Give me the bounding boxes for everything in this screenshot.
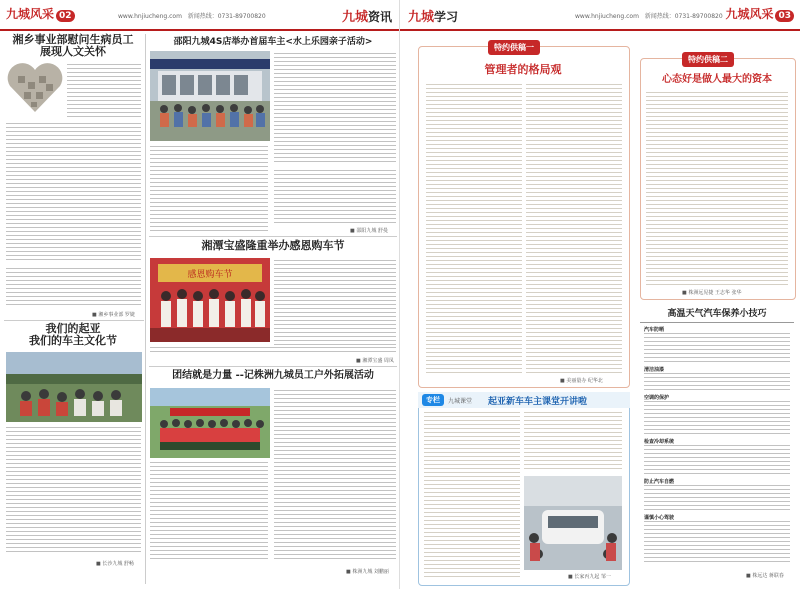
article-4-photo bbox=[6, 352, 142, 422]
article-3-body-text-2 bbox=[150, 347, 396, 353]
right-section-title bbox=[408, 6, 458, 25]
right-url: www.hnjiucheng.com bbox=[575, 13, 639, 20]
article-2-photo bbox=[150, 51, 270, 141]
promo-header bbox=[418, 392, 630, 408]
article-5-credit: ■ 株洲九城 刘鹏丽 bbox=[346, 569, 389, 575]
left-brand-logo bbox=[6, 5, 75, 22]
article-1-headline: 湘乡事业部慰问生病员工 bbox=[12, 33, 134, 46]
promo-text-left bbox=[424, 412, 520, 577]
tips-subhead-cooling: 检查冷却系统 bbox=[644, 439, 675, 445]
column-one-text-right bbox=[526, 84, 622, 374]
article-1-credit: ■ 湘乡事业部 罗婕 bbox=[92, 312, 135, 318]
article-3-credit: ■ 湘潭宝盛 周凤 bbox=[356, 358, 394, 364]
left-page-header bbox=[0, 0, 400, 30]
column-one-badge: 特约供稿一 bbox=[488, 40, 540, 55]
tips-text-3 bbox=[644, 401, 790, 435]
tips-title: 高温天气汽车保养小技巧 bbox=[667, 309, 767, 319]
right-section-brand: 九城 bbox=[408, 10, 435, 25]
tips-text-6 bbox=[644, 521, 790, 565]
article-1-subheadline: 展现人文关怀 bbox=[40, 45, 106, 58]
right-brand-logo bbox=[725, 5, 794, 22]
article-1-title bbox=[4, 34, 142, 58]
right-brand-text: 九城风采 bbox=[725, 7, 774, 21]
column-two-badge: 特约供稿二 bbox=[682, 52, 734, 67]
column-two-text bbox=[646, 92, 788, 288]
left-header-contact bbox=[118, 11, 266, 20]
article-3-photo-banner: 感恩购车节 bbox=[187, 270, 233, 280]
right-page bbox=[400, 0, 800, 589]
article-4-headline: 我们的起亚 bbox=[45, 322, 101, 335]
left-page-number: 02 bbox=[56, 10, 75, 22]
tips-title-rule bbox=[640, 322, 794, 323]
divider bbox=[149, 366, 397, 367]
tips-text-2 bbox=[644, 373, 790, 391]
right-page-number: 03 bbox=[775, 10, 794, 22]
article-3-photo bbox=[150, 258, 270, 342]
article-4-title bbox=[4, 323, 142, 347]
promo-credit: ■ 长家丙九起 邹一 bbox=[568, 574, 611, 580]
left-hotline: 新闻热线：0731-89700820 bbox=[187, 13, 266, 20]
left-brand-text: 九城风采 bbox=[6, 7, 55, 21]
left-section-brand: 九城 bbox=[341, 10, 368, 25]
article-4-credit: ■ 长沙九城 舒畅 bbox=[96, 561, 134, 567]
heart-photo-collage bbox=[6, 62, 64, 114]
article-2-body-text-2 bbox=[150, 146, 268, 232]
column-two-title: 心态好是做人最大的资本 bbox=[662, 74, 772, 85]
right-page-header bbox=[400, 0, 800, 30]
article-3-title: 湘潭宝盛隆重举办感恩购车节 bbox=[201, 239, 345, 252]
tips-subhead-paint: 清洁油漆 bbox=[644, 367, 665, 373]
right-section-name: 学习 bbox=[434, 10, 459, 24]
column-one-title: 管理者的格局观 bbox=[484, 63, 562, 76]
divider bbox=[149, 236, 397, 237]
column-one-text-left bbox=[426, 84, 522, 374]
left-section-name: 资讯 bbox=[367, 10, 392, 24]
article-1-body-text bbox=[6, 123, 141, 263]
right-header-rule bbox=[400, 29, 800, 31]
article-1-intro-text bbox=[67, 64, 141, 120]
article-2-body-text bbox=[274, 53, 396, 165]
promo-tag2: 九城课堂 bbox=[448, 398, 473, 405]
promo-text-right bbox=[524, 412, 622, 472]
article-4-body-text bbox=[6, 427, 141, 555]
article-3-body-text bbox=[274, 260, 396, 345]
tips-text-4 bbox=[644, 445, 790, 475]
tips-subhead-sun: 汽车防晒 bbox=[644, 327, 665, 333]
tips-subhead-driving: 谨慎小心驾驶 bbox=[644, 515, 675, 521]
column-rule bbox=[145, 34, 146, 584]
right-header-contact bbox=[575, 11, 723, 20]
left-header-rule bbox=[0, 29, 400, 31]
tips-text-1 bbox=[644, 333, 790, 363]
column-one-credit: ■ 美丽量办 纪华北 bbox=[560, 378, 603, 384]
left-section-title bbox=[342, 6, 392, 25]
promo-tag: 专栏 bbox=[422, 394, 444, 406]
article-5-photo bbox=[150, 388, 270, 458]
tips-subhead-fire: 防止汽车自燃 bbox=[644, 479, 675, 485]
right-hotline: 新闻热线：0731-89700820 bbox=[644, 13, 723, 20]
article-1-body-text-2 bbox=[6, 268, 141, 308]
article-5-body-text bbox=[274, 390, 396, 562]
promo-photo bbox=[524, 476, 622, 570]
tips-subhead-ac: 空调的保护 bbox=[644, 395, 670, 401]
article-2-title: 邵阳九城4S店举办首届车主<水上乐园亲子活动> bbox=[173, 37, 373, 47]
article-4-subheadline: 我们的车主文化节 bbox=[29, 334, 117, 347]
article-5-body-text-2 bbox=[150, 462, 268, 562]
left-url: www.hnjiucheng.com bbox=[118, 13, 182, 20]
article-2-credit: ■ 邵阳九城 舒曼 bbox=[350, 228, 388, 234]
tips-credit: ■ 株远达 蒋联春 bbox=[746, 573, 784, 579]
article-2-body-text-3 bbox=[274, 170, 396, 224]
tips-text-5 bbox=[644, 485, 790, 511]
column-two-credit: ■ 株洲远见捷 王志华 张华 bbox=[682, 290, 742, 296]
divider bbox=[4, 320, 144, 321]
promo-title: 起亚新车车主课堂开讲啦 bbox=[488, 397, 588, 407]
article-5-title: 团结就是力量 --记株洲九城员工户外拓展活动 bbox=[172, 370, 374, 381]
